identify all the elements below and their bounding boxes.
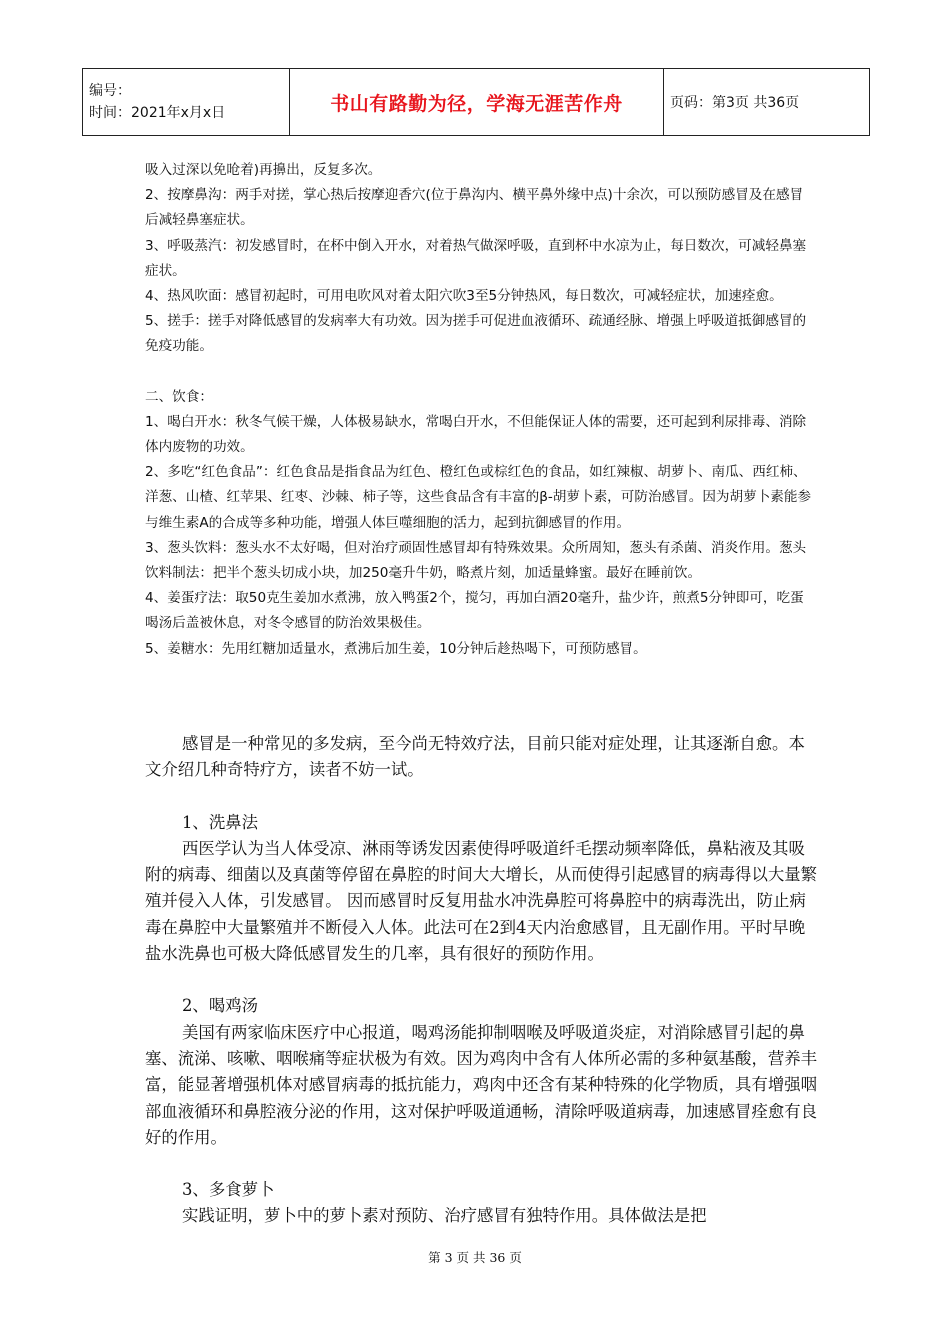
diet-item: 3、葱头饮料：葱头水不太好喝，但对治疗顽固性感冒却有特殊效果。众所周知，葱头有杀菌、消炎作用。葱头饮料制法：把半个葱头切成小块，加250毫升牛奶，略煮片刻，加适量蜂蜜。最好在睡前饮。 <box>145 539 807 582</box>
document-number-label: 编号： <box>89 83 131 99</box>
remedy-body: 西医学认为当人体受凉、淋雨等诱发因素使得呼吸道纤毛摆动频率降低，鼻粘液及其吸附的病毒、细菌以及真菌等停留在鼻腔的时间大大增长，从而使得引起感冒的病毒得以大量繁殖并侵入人体，引发感冒。 因而感冒时反复用盐水冲洗鼻腔可将鼻腔中的病毒洗出，防止病毒在鼻腔中大量繁殖并不断侵入人体。此法可在2到4天内治愈感冒，且无副作用。平时早晚盐水洗鼻也可极大降低感冒发生的几率，具有很好的预防作用。 <box>145 838 818 964</box>
diet-heading: 二、饮食： <box>145 388 213 405</box>
diet-item: 2、多吃“红色食品”：红色食品是指食品为红色、橙红色或棕红色的食品，如红辣椒、胡萝卜、南瓜、西红柿、洋葱、山楂、红苹果、红枣、沙棘、柿子等，这些食品含有丰富的β-胡萝卜素，可防治感冒。因为胡萝卜素能参与维生素A的合成等多种功能，增强人体巨噬细胞的活力，起到抗御感冒的作用。 <box>145 464 812 531</box>
tip-paragraph: 5、搓手：搓手对降低感冒的发病率大有功效。因为搓手可促进血液循环、疏通经脉、增强上呼吸道抵御感冒的免疫功能。 <box>145 313 807 355</box>
page-footer: 第 3 页 共 36 页 <box>428 1250 522 1265</box>
remedy-body: 实践证明，萝卜中的萝卜素对预防、治疗感冒有独特作用。具体做法是把 <box>182 1206 707 1226</box>
remedy-heading: 3、多食萝卜 <box>182 1180 275 1200</box>
header-page-info: 页码：第3页 共36页 <box>664 69 870 136</box>
tip-paragraph: 3、呼吸蒸汽：初发感冒时，在杯中倒入开水，对着热气做深呼吸，直到杯中水凉为止，每日数次，可减轻鼻塞症状。 <box>145 237 807 279</box>
article-intro: 感冒是一种常见的多发病，至今尚无特效疗法，目前只能对症处理，让其逐渐自愈。本文介绍几种奇特疗方，读者不妨一试。 <box>145 734 805 780</box>
remedy-body: 美国有两家临床医疗中心报道，喝鸡汤能抑制咽喉及呼吸道炎症，对消除感冒引起的鼻塞、流涕、咳嗽、咽喉痛等症状极为有效。因为鸡肉中含有人体所必需的多种氨基酸，营养丰富，能显著增强机体对感冒病毒的抵抗能力，鸡肉中还含有某种特殊的化学物质，具有增强咽部血液循环和鼻腔液分泌的作用，这对保护呼吸道通畅，清除呼吸道病毒，加速感冒痊愈有良好的作用。 <box>145 1022 818 1147</box>
diet-item: 5、姜糖水：先用红糖加适量水，煮沸后加生姜，10分钟后趁热喝下，可预防感冒。 <box>145 640 647 657</box>
header-meta-cell <box>83 69 290 136</box>
diet-item: 4、姜蛋疗法：取50克生姜加水煮沸，放入鸭蛋2个，搅匀，再加白酒20毫升，盐少许，煎煮5分钟即可，吃蛋喝汤后盖被休息，对冬令感冒的防治效果极佳。 <box>145 590 804 632</box>
page-header <box>82 68 870 136</box>
document-date: 时间：2021年x月x日 <box>89 105 226 121</box>
diet-item: 1、喝白开水：秋冬气候干燥，人体极易缺水，常喝白开水，不但能保证人体的需要，还可起到利尿排毒、消除体内废物的功效。 <box>145 413 807 456</box>
tip-paragraph: 2、按摩鼻沟：两手对搓，掌心热后按摩迎香穴(位于鼻沟内、横平鼻外缘中点)十余次，可以预防感冒及在感冒后减轻鼻塞症状。 <box>145 187 804 229</box>
remedy-heading: 1、洗鼻法 <box>182 812 258 832</box>
header-motto: 书山有路勤为径，学海无涯苦作舟 <box>290 69 664 136</box>
tips-section <box>145 158 815 662</box>
remedy-heading: 2、喝鸡汤 <box>182 996 258 1016</box>
tip-paragraph: 4、热风吹面：感冒初起时，可用电吹风对着太阳穴吹3至5分钟热风，每日数次，可减轻症状，加速痊愈。 <box>145 288 783 305</box>
article-section <box>145 731 817 1230</box>
tip-paragraph: 吸入过深以免呛着)再擤出，反复多次。 <box>145 162 382 178</box>
